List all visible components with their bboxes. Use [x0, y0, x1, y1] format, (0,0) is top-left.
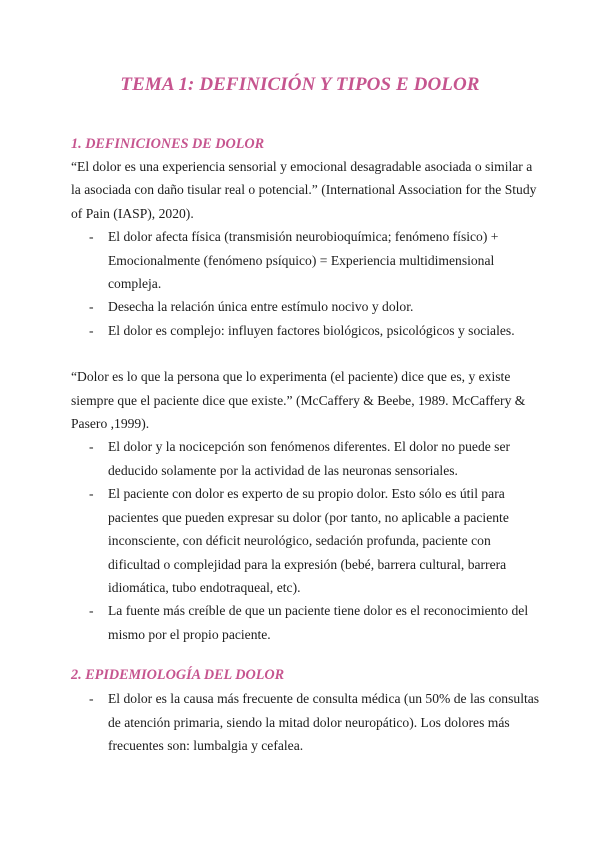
list-item-text: El dolor es complejo: influyen factores biológicos, psicológicos y sociales. — [108, 322, 515, 338]
list-item-text: El dolor afecta física (transmisión neurobioquímica; fenómeno físico) + Emocionalmente (fenómeno psíquico) = Experiencia multidimensional compleja. — [108, 229, 499, 292]
list-item-text: Desecha la relación única entre estímulo nocivo y dolor. — [108, 299, 414, 315]
bullet-dash: - — [89, 322, 94, 338]
list-item — [71, 435, 541, 482]
list-item — [71, 687, 541, 757]
mccaffery-definition-paragraph: “Dolor es lo que la persona que lo experimenta (el paciente) dice que es, y existe siempre que el paciente dice que existe.” (McCaffery & Beebe, 1989. McCaffery & Pasero ,1999). — [71, 369, 526, 432]
list-item-text: El paciente con dolor es experto de su propio dolor. Esto sólo es útil para pacientes que pueden expresar su dolor (por tanto, no aplicable a paciente inconsciente, con déficit neurológico, sedación profunda, paciente con dificultad o complejidad para la expresión (bebé, barrera cultural, barrera idiomática, tubo endotraqueal, etc). — [108, 486, 509, 595]
page-title: TEMA 1: DEFINICIÓN Y TIPOS E DOLOR — [120, 74, 480, 95]
bullet-dash: - — [89, 439, 94, 455]
list-item-text: El dolor es la causa más frecuente de consulta médica (un 50% de las consultas de atención primaria, siendo la mitad dolor neuropático). Los dolores más frecuentes son: lumbalgia y cefalea. — [108, 691, 540, 753]
bullet-dash: - — [89, 299, 94, 315]
bullet-dash: - — [89, 603, 94, 619]
mccaffery-bullet-list — [71, 435, 541, 646]
list-item-text: La fuente más creíble de que un paciente tiene dolor es el reconocimiento del mismo por el propio paciente. — [108, 603, 529, 642]
list-item — [71, 599, 541, 646]
list-item — [71, 319, 541, 342]
list-item — [71, 225, 541, 295]
bullet-dash: - — [89, 229, 94, 245]
list-item — [71, 482, 541, 599]
bullet-dash: - — [89, 691, 94, 707]
epidemiology-bullet-list — [71, 687, 541, 757]
document-body — [71, 133, 541, 757]
list-item — [71, 295, 541, 318]
definition-bullet-list — [71, 225, 541, 342]
bullet-dash: - — [89, 486, 94, 502]
iasp-definition-paragraph: “El dolor es una experiencia sensorial y emocional desagradable asociada o similar a la asociada con daño tisular real o potencial.” (International Association for the Study of Pain (IASP), 2020). — [71, 159, 537, 221]
section-heading-definiciones: 1. DEFINICIONES DE DOLOR — [71, 136, 265, 152]
section-heading-epidemiologia: 2. EPIDEMIOLOGÍA DEL DOLOR — [71, 667, 285, 684]
list-item-text: El dolor y la nocicepción son fenómenos diferentes. El dolor no puede ser deducido solamente por la actividad de las neuronas sensoriales. — [108, 439, 511, 478]
